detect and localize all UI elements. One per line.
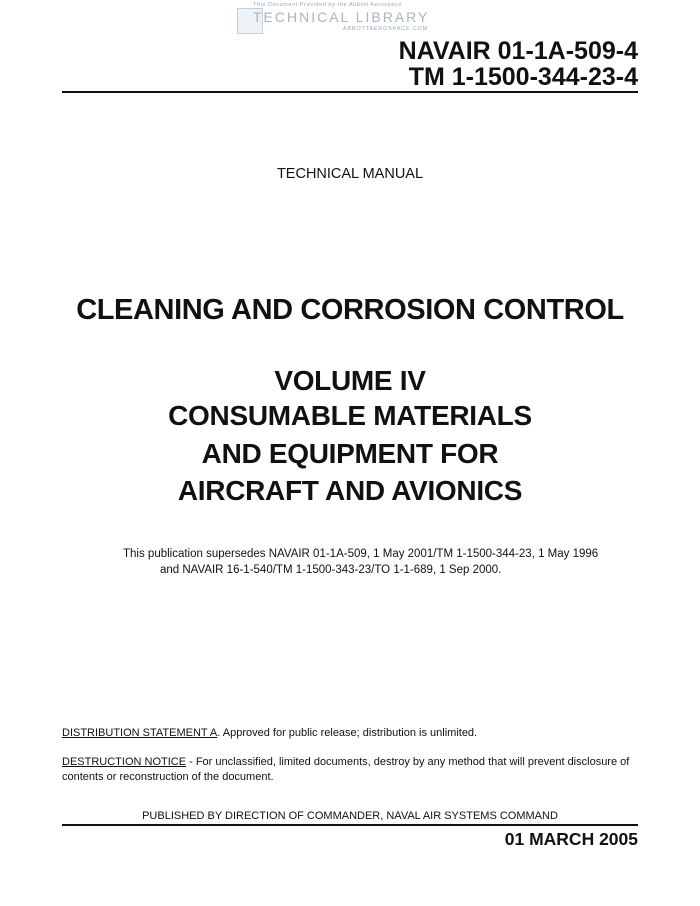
watermark-url: ABBOTTAEROSPACE.COM <box>343 26 428 32</box>
distribution-text: . Approved for public release; distribution is unlimited. <box>217 727 478 739</box>
watermark-logo <box>237 2 452 40</box>
volume-line-2: CONSUMABLE MATERIALS <box>168 400 532 431</box>
footer-rule <box>62 824 638 826</box>
destruction-label: DESTRUCTION NOTICE <box>62 756 187 768</box>
published-by: PUBLISHED BY DIRECTION OF COMMANDER, NAVAL AIR SYSTEMS COMMAND <box>142 810 558 822</box>
watermark-top-line: This Document Provided by the Abbott Aerospace <box>253 2 402 8</box>
supersedes-line-2: and NAVAIR 16-1-540/TM 1-1500-343-23/TO 1-1-689, 1 Sep 2000. <box>160 564 502 576</box>
page-title: CLEANING AND CORROSION CONTROL <box>76 294 624 326</box>
document-type: TECHNICAL MANUAL <box>276 166 424 182</box>
supersedes-line-1: This publication supersedes NAVAIR 01-1A-509, 1 May 2001/TM 1-1500-344-23, 1 May 1996 <box>123 548 599 560</box>
volume-line-1: VOLUME IV <box>274 365 426 396</box>
destruction-text: - For unclassified, limited documents, destroy by any method that will prevent disclosure of contents or reconstruction of the document. <box>62 756 630 783</box>
publication-date: 01 MARCH 2005 <box>504 829 638 849</box>
distribution-label: DISTRIBUTION STATEMENT A <box>62 727 218 739</box>
destruction-notice <box>62 755 640 785</box>
volume-line-4: AIRCRAFT AND AVIONICS <box>177 475 523 506</box>
volume-line-3: AND EQUIPMENT FOR <box>201 438 499 469</box>
distribution-statement <box>62 727 477 739</box>
doc-number-navair: NAVAIR 01-1A-509-4 <box>398 37 638 65</box>
watermark-main-text: TECHNICAL LIBRARY <box>253 9 430 25</box>
header-rule <box>62 91 638 93</box>
doc-number-tm: TM 1-1500-344-23-4 <box>408 63 638 91</box>
